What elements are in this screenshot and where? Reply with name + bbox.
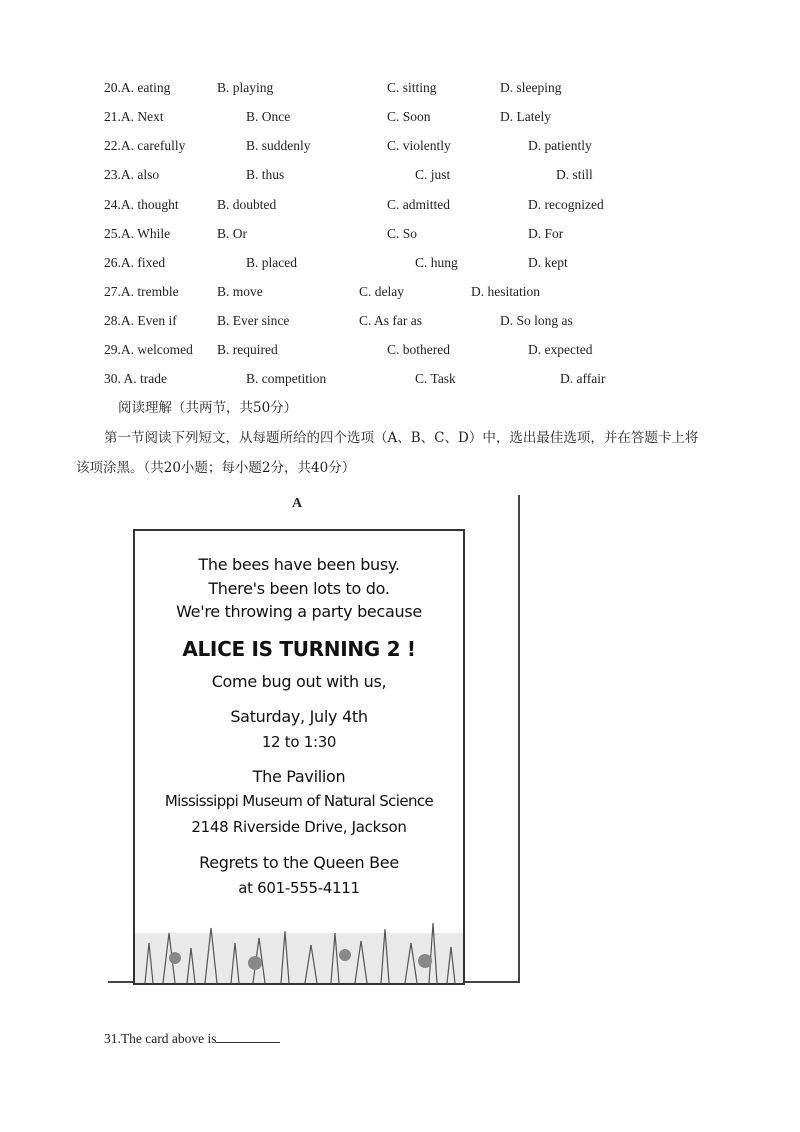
option-c: C. bothered [387,342,450,357]
card-time: 12 to 1:30 [261,733,337,751]
card-line-1: The bees have been busy. [198,555,400,574]
card-regrets: Regrets to the Queen Bee [199,853,399,872]
option-b: B. placed [246,255,297,270]
option-a: 26.A. fixed [104,255,166,270]
option-b: B. competition [246,371,327,386]
option-a: 21.A. Next [104,109,164,124]
card-venue: The Pavilion [252,767,346,786]
option-a: 28.A. Even if [104,313,177,328]
option-c: C. Soon [387,109,431,124]
option-a: 23.A. also [104,167,160,182]
option-a: 27.A. tremble [104,284,179,299]
card-headline: ALICE IS TURNING 2 ! [182,637,416,661]
option-a: 24.A. thought [104,197,179,212]
option-a: 20.A. eating [104,80,171,95]
reading-instruction-line2: 该项涂黑。（共20小题；每小题2分，共40分） [76,460,356,476]
answer-blank [216,1030,280,1043]
option-d: D. patiently [528,138,592,153]
section-letter: A [292,496,303,511]
option-d: D. Lately [500,109,551,124]
option-c: C. hung [415,255,458,270]
reading-instruction-line1: 第一节阅读下列短文，从每题所给的四个选项（A、B、C、D）中，选出最佳选项，并在答题卡上将 [104,430,699,446]
option-b: B. doubted [217,197,277,212]
option-d: D. kept [528,255,568,270]
card-address: 2148 Riverside Drive, Jackson [191,818,407,836]
option-b: B. thus [246,167,285,182]
option-d: D. recognized [528,197,604,212]
option-a: 30. A. trade [104,371,167,386]
option-d: D. So long as [500,313,573,328]
option-d: D. For [528,226,564,241]
question-31-text: 31.The card above is [104,1031,217,1046]
option-d: D. affair [560,371,606,386]
option-c: C. delay [359,284,404,299]
option-d: D. still [556,167,593,182]
option-d: D. hesitation [471,284,540,299]
option-a: 29.A. welcomed [104,342,193,357]
decorative-grass-illustration [135,903,463,983]
option-c: C. So [387,226,418,241]
option-b: B. playing [217,80,274,95]
card-museum: Mississippi Museum of Natural Science [164,792,434,810]
question-31 [104,1030,280,1047]
option-b: B. required [217,342,278,357]
card-date: Saturday, July 4th [230,707,368,726]
card-line-4: Come bug out with us, [211,672,387,691]
card-line-2: There's been lots to do. [208,579,390,598]
option-c: C. violently [387,138,451,153]
option-c: C. Task [415,371,456,386]
option-a: 22.A. carefully [104,138,186,153]
option-c: C. sitting [387,80,437,95]
option-b: B. Or [217,226,247,241]
card-line-3: We're throwing a party because [176,602,422,621]
card-phone: at 601-555-4111 [238,879,360,897]
option-c: C. just [415,167,451,182]
option-b: B. Ever since [217,313,290,328]
option-d: D. sleeping [500,80,562,95]
reading-heading: 阅读理解（共两节，共50分） [118,400,298,416]
option-b: B. move [217,284,263,299]
option-b: B. Once [246,109,291,124]
invitation-card [133,529,465,985]
option-d: D. expected [528,342,593,357]
option-c: C. As far as [359,313,422,328]
option-a: 25.A. While [104,226,171,241]
option-c: C. admitted [387,197,450,212]
option-b: B. suddenly [246,138,311,153]
